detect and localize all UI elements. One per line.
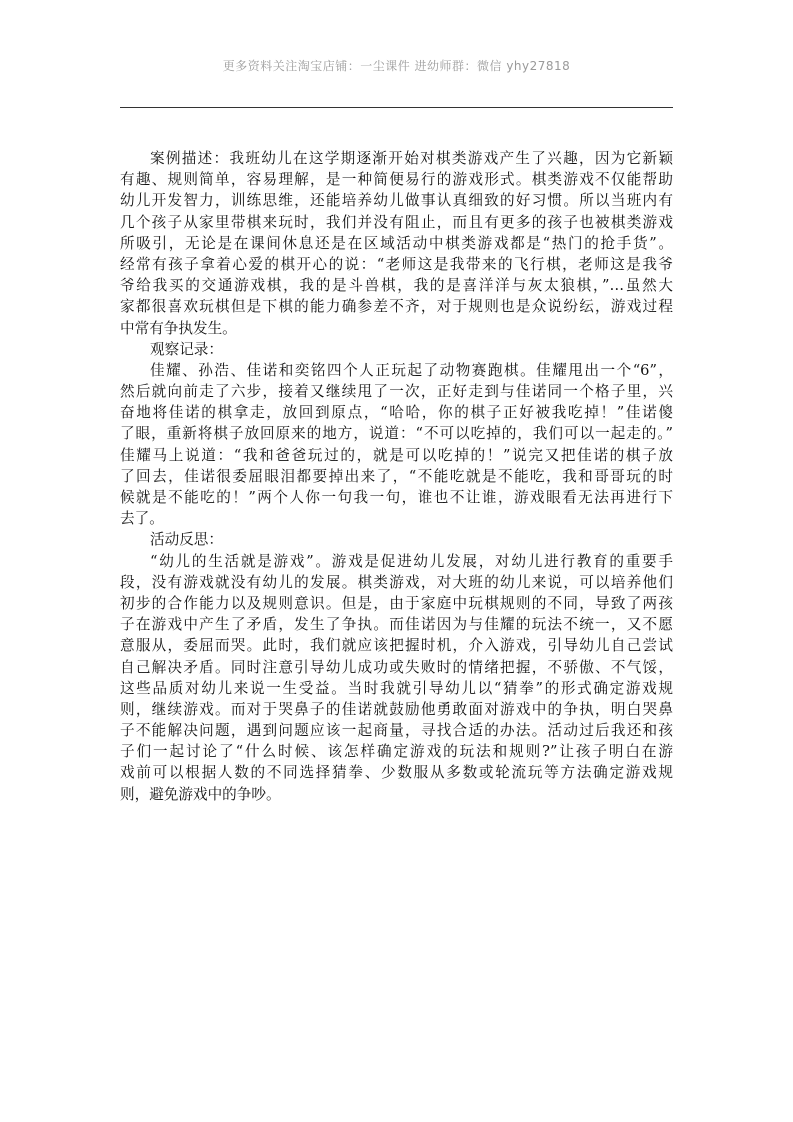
page-header: 更多资料关注淘宝店铺：一尘课件 进幼师群：微信 yhy27818 bbox=[222, 59, 571, 73]
header-rule bbox=[120, 107, 673, 108]
text-line: 活动反思： bbox=[150, 531, 223, 549]
text-line: 幼儿开发智力，训练思维，还能培养幼儿做事认真细致的好习惯。所以当班内有 bbox=[120, 192, 673, 210]
text-line: 初步的合作能力以及规则意识。但是，由于家庭中玩棋规则的不同，导致了两孩 bbox=[120, 594, 673, 612]
text-line: 则，继续游戏。而对于哭鼻子的佳诺就鼓励他勇敢面对游戏中的争执，明白哭鼻 bbox=[120, 700, 673, 718]
text-line: 子们一起讨论了“什么时候、该怎样确定游戏的玩法和规则?”让孩子明白在游 bbox=[120, 743, 673, 761]
paragraph bbox=[120, 529, 673, 550]
text-line: 家都很喜欢玩棋但是下棋的能力确参差不齐，对于规则也是众说纷纭，游戏过程 bbox=[120, 298, 673, 316]
text-line: 候就是不能吃的！”两个人你一句我一句，谁也不让谁，游戏眼看无法再进行下 bbox=[120, 489, 673, 506]
paragraph bbox=[120, 148, 673, 339]
text-line: 经常有孩子拿着心爱的棋开心的说：“老师这是我带来的飞行棋，老师这是我爷 bbox=[120, 255, 673, 273]
text-line: 然后就向前走了六步，接着又继续甩了一次，正好走到与佳诺同一个格子里，兴 bbox=[120, 383, 673, 401]
paragraph bbox=[120, 551, 673, 805]
text-line: 佳耀马上说道：“我和爸爸玩过的，就是可以吃掉的！”说完又把佳诺的棋子放 bbox=[120, 446, 673, 464]
text-line: 去了。 bbox=[120, 510, 164, 528]
paragraph bbox=[120, 339, 673, 360]
text-line: 了眼，重新将棋子放回原来的地方，说道：“不可以吃掉的，我们可以一起走的。” bbox=[120, 425, 673, 443]
text-line: 则，避免游戏中的争吵。 bbox=[120, 785, 281, 803]
text-line: 了回去，佳诺很委屈眼泪都要掉出来了，“不能吃就是不能吃，我和哥哥玩的时 bbox=[120, 467, 673, 485]
text-line: 有趣、规则简单，容易理解，是一种简便易行的游戏形式。棋类游戏不仅能帮助 bbox=[120, 171, 673, 189]
text-line: 佳耀、孙浩、佳诺和奕铭四个人正玩起了动物赛跑棋。佳耀甩出一个“6”， bbox=[150, 361, 673, 379]
document-body bbox=[120, 148, 673, 805]
text-line: 段，没有游戏就没有幼儿的发展。棋类游戏，对大班的幼儿来说，可以培养他们 bbox=[120, 573, 673, 591]
text-line: 这些品质对幼儿来说一生受益。当时我就引导幼儿以“猜拳”的形式确定游戏规 bbox=[120, 679, 673, 697]
text-line: 中常有争执发生。 bbox=[120, 319, 237, 337]
text-line: 所吸引，无论是在课间休息还是在区域活动中棋类游戏都是“热门的抢手货”。 bbox=[120, 234, 673, 252]
text-line: 子在游戏中产生了矛盾，发生了争执。而佳诺因为与佳耀的玩法不统一，又不愿 bbox=[120, 616, 673, 634]
text-line: 自己解决矛盾。同时注意引导幼儿成功或失败时的情绪把握，不骄傲、不气馁， bbox=[120, 658, 673, 676]
text-line: “幼儿的生活就是游戏”。游戏是促进幼儿发展，对幼儿进行教育的重要手 bbox=[150, 552, 673, 570]
text-line: 奋地将佳诺的棋拿走，放回到原点，“哈哈，你的棋子正好被我吃掉！”佳诺傻 bbox=[120, 404, 673, 422]
paragraph bbox=[120, 360, 673, 530]
text-line: 爷给我买的交通游戏棋，我的是斗兽棋，我的是喜洋洋与灰太狼棋，”…虽然大 bbox=[120, 277, 673, 295]
text-line: 子不能解决问题，遇到问题应该一起商量，寻找合适的办法。活动过后我还和孩 bbox=[120, 722, 673, 740]
text-line: 案例描述：我班幼儿在这学期逐渐开始对棋类游戏产生了兴趣，因为它新颖 bbox=[150, 150, 673, 167]
text-line: 几个孩子从家里带棋来玩时，我们并没有阻止，而且有更多的孩子也被棋类游戏 bbox=[120, 213, 673, 231]
text-line: 观察记录： bbox=[150, 340, 223, 358]
text-line: 戏前可以根据人数的不同选择猜拳、少数服从多数或轮流玩等方法确定游戏规 bbox=[120, 764, 673, 782]
text-line: 意服从，委屈而哭。此时，我们就应该把握时机，介入游戏，引导幼儿自己尝试 bbox=[120, 637, 673, 655]
